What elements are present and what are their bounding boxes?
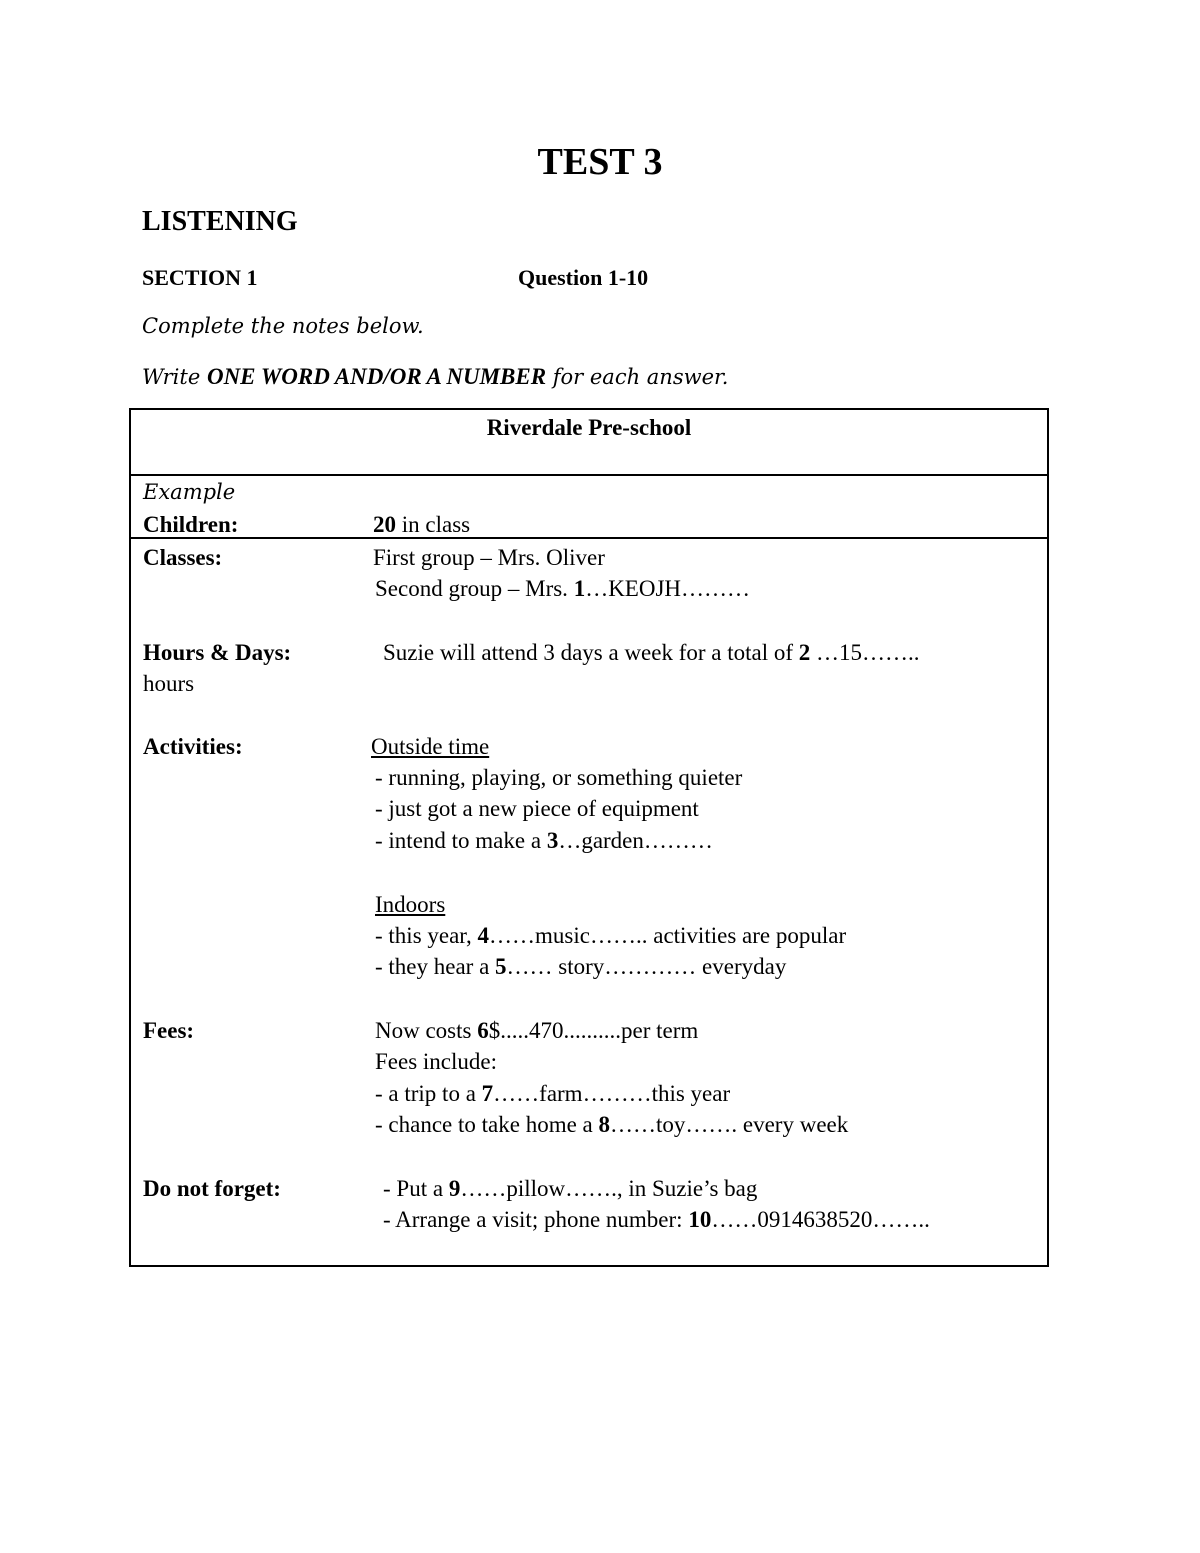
reminders-label: Do not forget: bbox=[143, 1176, 281, 1201]
outside-line-3 bbox=[375, 825, 713, 856]
question-number: 5 bbox=[495, 954, 507, 979]
fees-text: - chance to take home a bbox=[375, 1112, 599, 1137]
question-number: 7 bbox=[481, 1081, 494, 1106]
answer-4: ……music…….. activities are popular bbox=[489, 923, 847, 948]
hours-label: Hours & Days: bbox=[143, 640, 292, 665]
indoors-heading: Indoors bbox=[375, 892, 446, 917]
fees-line-2: Fees include: bbox=[375, 1049, 497, 1074]
question-range: Question 1-10 bbox=[518, 265, 649, 290]
children-label: Children: bbox=[143, 512, 239, 537]
question-number: 4 bbox=[477, 923, 490, 948]
question-number: 6 bbox=[477, 1018, 489, 1043]
hours-wrap: hours bbox=[143, 671, 195, 696]
instruction-emphasis: ONE WORD AND/OR A NUMBER bbox=[206, 364, 547, 389]
indoors-text: - this year, bbox=[375, 923, 478, 948]
answer-8: ……toy……. every week bbox=[610, 1112, 849, 1137]
answer-10: ……0914638520…….. bbox=[711, 1207, 930, 1232]
reminders-line-2 bbox=[383, 1204, 930, 1235]
fees-label: Fees: bbox=[143, 1018, 195, 1043]
instruction-word-limit bbox=[142, 364, 728, 390]
table-title: Riverdale Pre-school bbox=[486, 415, 692, 440]
example-text: in class bbox=[396, 512, 471, 537]
question-number: 3 bbox=[546, 828, 559, 853]
reminders-text: - Arrange a visit; phone number: bbox=[383, 1207, 689, 1232]
answer-2: …15…….. bbox=[810, 640, 920, 665]
fees-text: - a trip to a bbox=[375, 1081, 482, 1106]
outside-text: - intend to make a bbox=[375, 828, 547, 853]
indoors-line-2 bbox=[375, 951, 786, 982]
reminders-text: - Put a bbox=[383, 1176, 449, 1201]
question-number: 9 bbox=[448, 1176, 461, 1201]
classes-line-1: First group – Mrs. Oliver bbox=[373, 545, 605, 570]
instruction-prefix: Write bbox=[142, 365, 207, 389]
indoors-line-1 bbox=[375, 920, 846, 951]
classes-label: Classes: bbox=[143, 545, 223, 570]
answer-3: …garden……… bbox=[558, 828, 713, 853]
fees-text: Now costs bbox=[375, 1018, 478, 1043]
activities-label: Activities: bbox=[143, 734, 243, 759]
hours-text: Suzie will attend 3 days a week for a total of bbox=[383, 640, 799, 665]
table-divider bbox=[131, 474, 1047, 476]
classes-line-2 bbox=[375, 573, 750, 604]
page-title: TEST 3 bbox=[537, 141, 663, 183]
indoors-text: - they hear a bbox=[375, 954, 496, 979]
outside-time-heading: Outside time bbox=[371, 734, 490, 759]
answer-9: ……pillow……., in Suzie’s bag bbox=[460, 1176, 758, 1201]
table-divider bbox=[131, 537, 1047, 539]
fees-line-3 bbox=[375, 1078, 730, 1109]
instruction-suffix: for each answer. bbox=[546, 365, 729, 389]
fees-line-1 bbox=[375, 1015, 698, 1046]
section-number: SECTION 1 bbox=[142, 265, 258, 290]
question-number: 2 bbox=[798, 640, 811, 665]
hours-line-1 bbox=[383, 637, 920, 668]
outside-line-1: - running, playing, or something quieter bbox=[375, 765, 743, 790]
answer-5: …… story………… everyday bbox=[506, 954, 787, 979]
children-value bbox=[373, 509, 470, 540]
question-number: 10 bbox=[688, 1207, 712, 1232]
outside-line-2: - just got a new piece of equipment bbox=[375, 796, 699, 821]
answer-7: ……farm………this year bbox=[493, 1081, 731, 1106]
classes-text: Second group – Mrs. bbox=[375, 576, 574, 601]
section-label: LISTENING bbox=[142, 206, 298, 237]
answer-1: …KEOJH……… bbox=[585, 576, 751, 601]
question-number: 1 bbox=[573, 576, 586, 601]
question-number: 8 bbox=[598, 1112, 610, 1137]
instruction-complete-notes: Complete the notes below. bbox=[142, 314, 424, 338]
reminders-line-1 bbox=[383, 1173, 757, 1204]
notes-table bbox=[129, 408, 1049, 1267]
answer-6: $.....470..........per term bbox=[488, 1018, 699, 1043]
example-label: Example bbox=[143, 480, 236, 504]
fees-line-4 bbox=[375, 1109, 848, 1140]
example-number: 20 bbox=[373, 512, 396, 537]
